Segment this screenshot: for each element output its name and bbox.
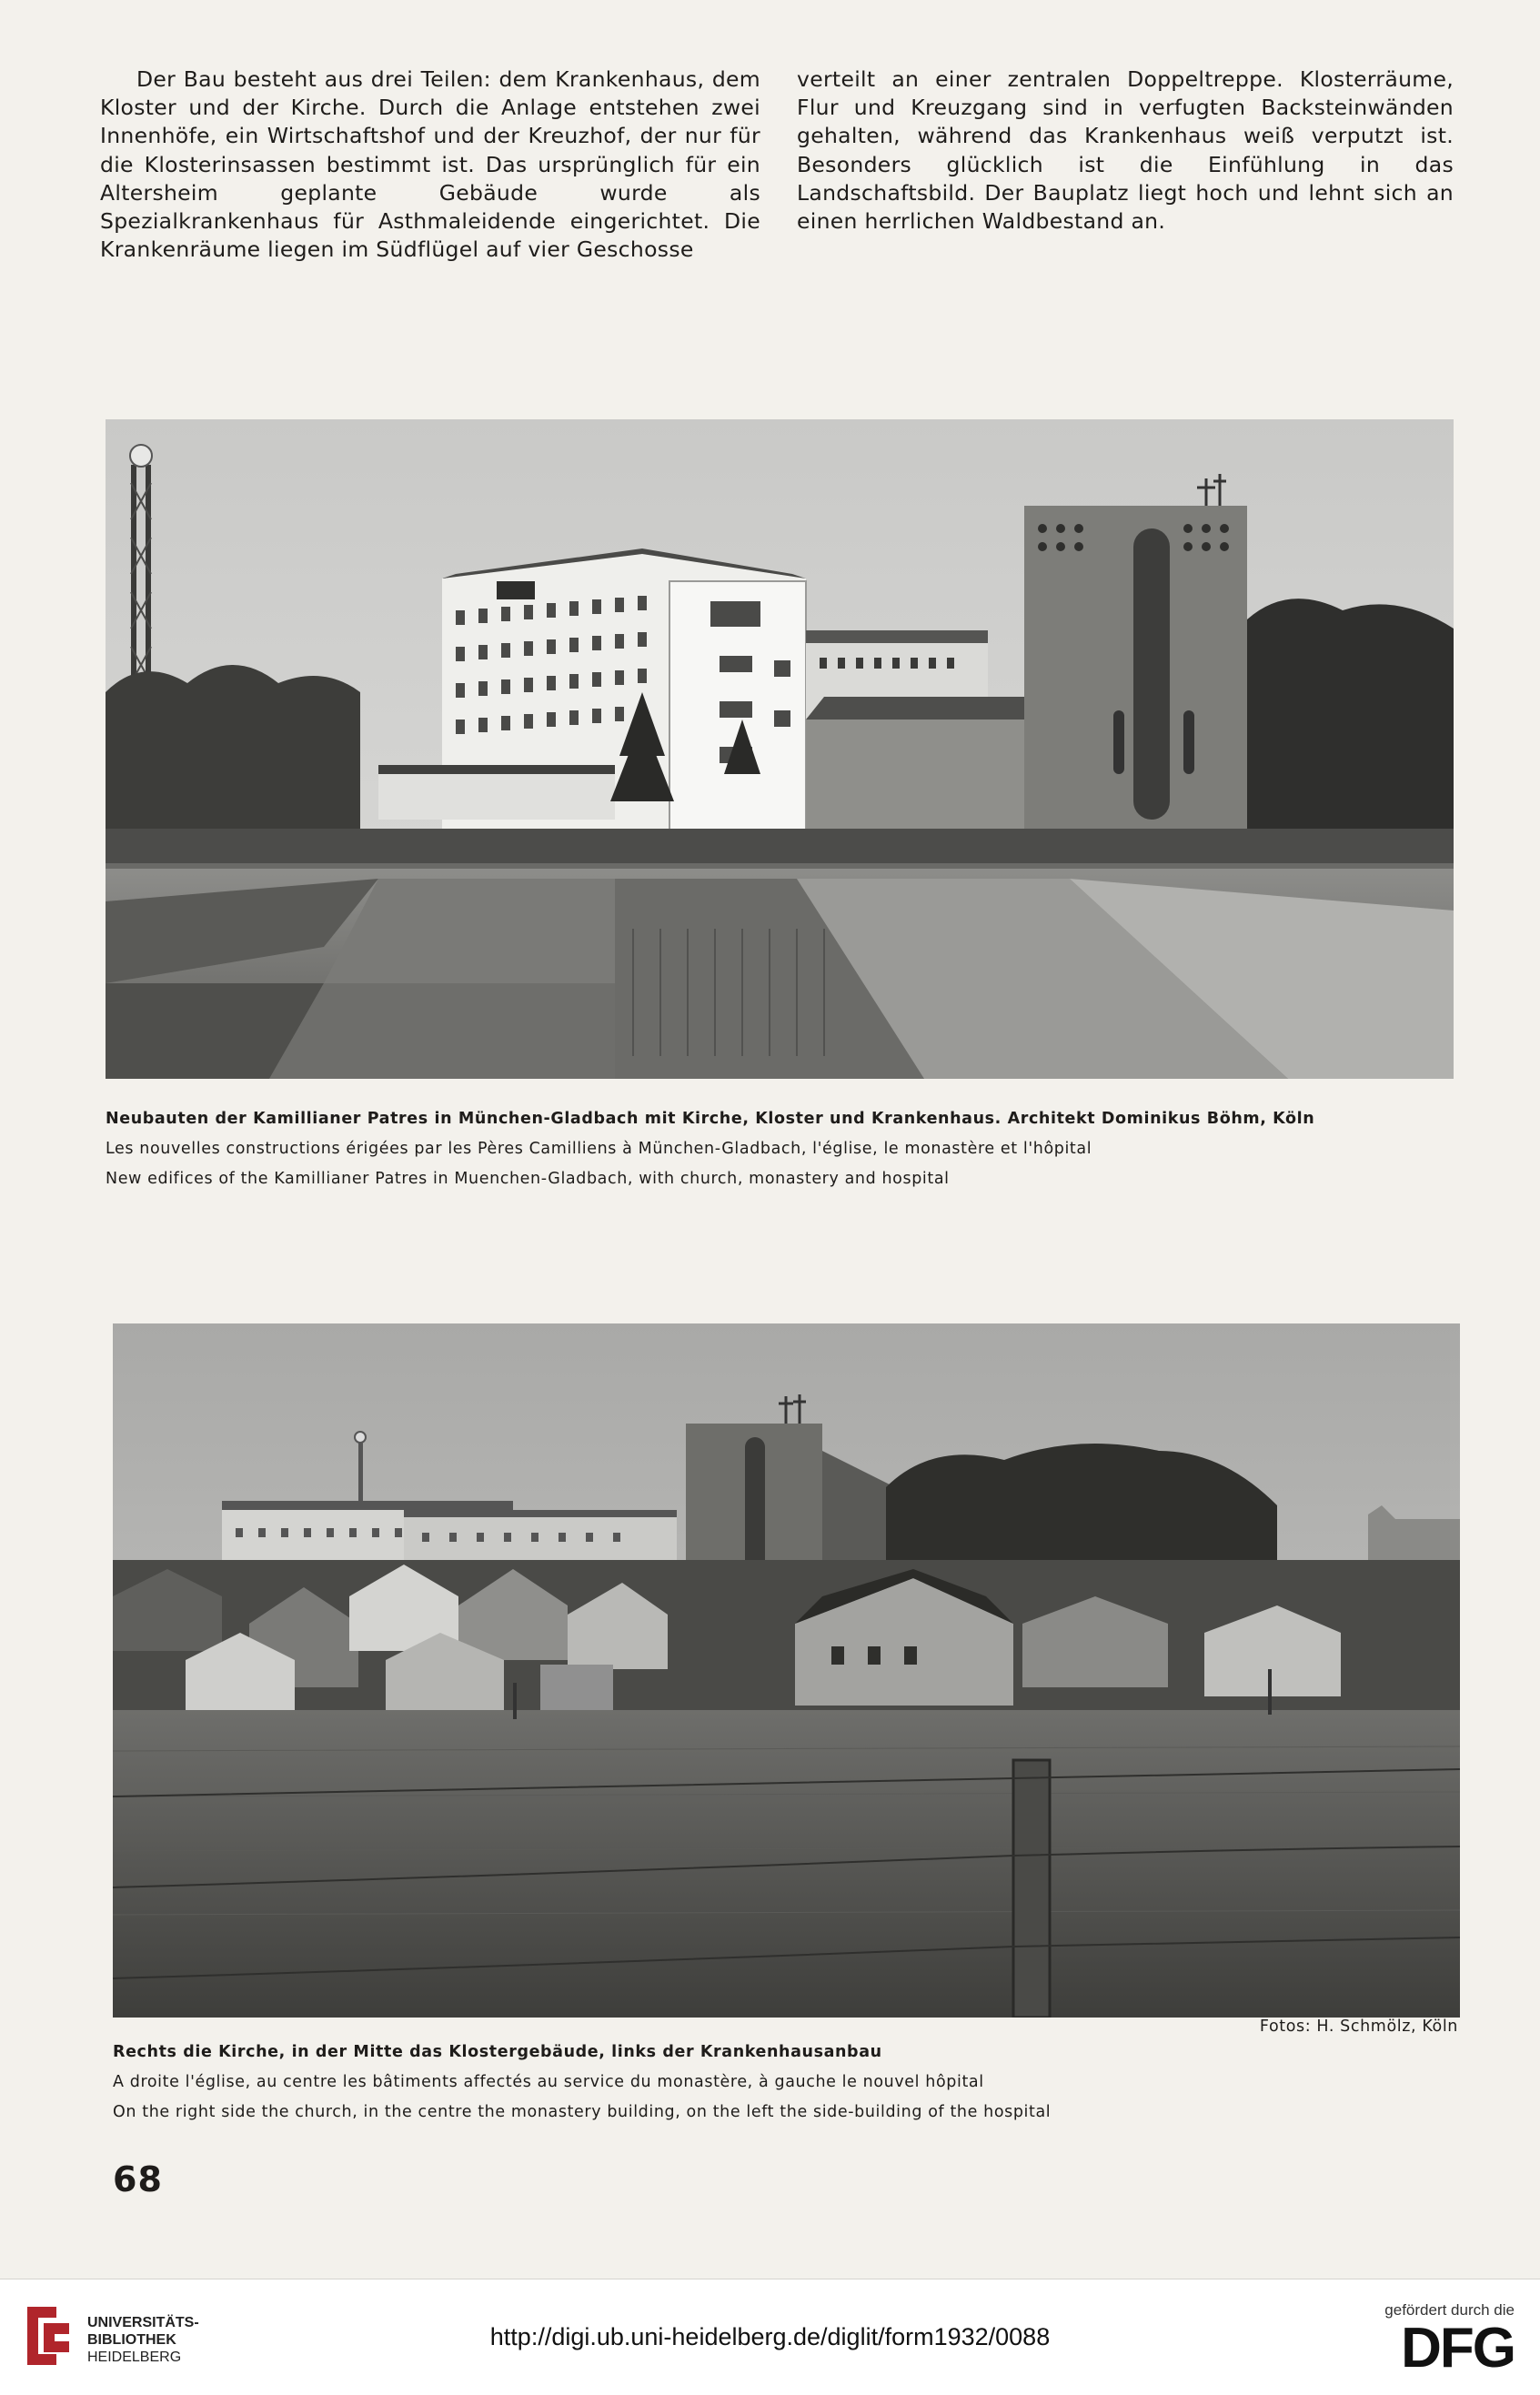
body-text-right-column <box>797 65 1454 236</box>
source-url-link[interactable]: http://digi.ub.uni-heidelberg.de/diglit/form1932/0088 <box>489 2323 1051 2350</box>
page-number: 68 <box>113 2159 163 2199</box>
funder-label: gefördert durch die <box>1384 2301 1515 2319</box>
funder-block <box>1384 2301 1515 2378</box>
figure1-caption-english: New edifices of the Kamillianer Patres in Muenchen-Gladbach, with church, monastery and hospital <box>106 1170 950 1188</box>
body-paragraph-right: verteilt an einer zentralen Doppeltreppe. Klosterräume, Flur und Kreuzgang sind in verfugten Backsteinwänden gehalten, während das Krankenhaus weiß verputzt ist. Besonders glücklich ist die Einfühlung in das Landschaftsbild. Der Bauplatz liegt hoch und lehnt sich an einen herrlichen Waldbestand an. <box>797 66 1454 235</box>
digitization-footer <box>0 2279 1540 2395</box>
figure2-caption <box>113 2038 1477 2128</box>
photo-credit: Fotos: H. Schmölz, Köln <box>1259 2018 1458 2036</box>
body-paragraph-left: Der Bau besteht aus drei Teilen: dem Krankenhaus, dem Kloster und der Kirche. Durch die Anlage entstehen zwei Innenhöfe, ein Wirtschaftshof und der Kreuzhof, der nur für die Klosterinsassen bestimmt ist. Das ursprünglich für ein Altersheim geplante Gebäude wurde als Spezialkrankenhaus für Asthmaleidende eingerichtet. Die Krankenräume liegen im Südflügel auf vier Geschosse <box>100 66 760 263</box>
figure2-caption-french: A droite l'église, au centre les bâtiments affectés au service du monastère, à gauche le nouvel hôpital <box>113 2073 984 2091</box>
library-name: UNIVERSITÄTS- BIBLIOTHEK HEIDELBERG <box>87 2315 199 2365</box>
body-text-left-column <box>100 65 760 264</box>
photo-hospital-monastery-church <box>106 419 1454 1079</box>
figure1-caption <box>106 1104 1470 1194</box>
dfg-logo: DFG <box>1401 2317 1515 2380</box>
figure2-caption-german: Rechts die Kirche, in der Mitte das Klostergebäude, links der Krankenhausanbau <box>113 2043 882 2061</box>
figure2-caption-english: On the right side the church, in the centre the monastery building, on the left the side-building of the hospital <box>113 2103 1052 2121</box>
photo-village-view-with-church <box>113 1323 1460 2018</box>
figure1-caption-german: Neubauten der Kamillianer Patres in München-Gladbach mit Kirche, Kloster und Krankenhaus. Architekt Dominikus Böhm, Köln <box>106 1110 1315 1128</box>
figure1-caption-french: Les nouvelles constructions érigées par les Pères Camilliens à München-Gladbach, l'église, le monastère et l'hôpital <box>106 1140 1092 1158</box>
